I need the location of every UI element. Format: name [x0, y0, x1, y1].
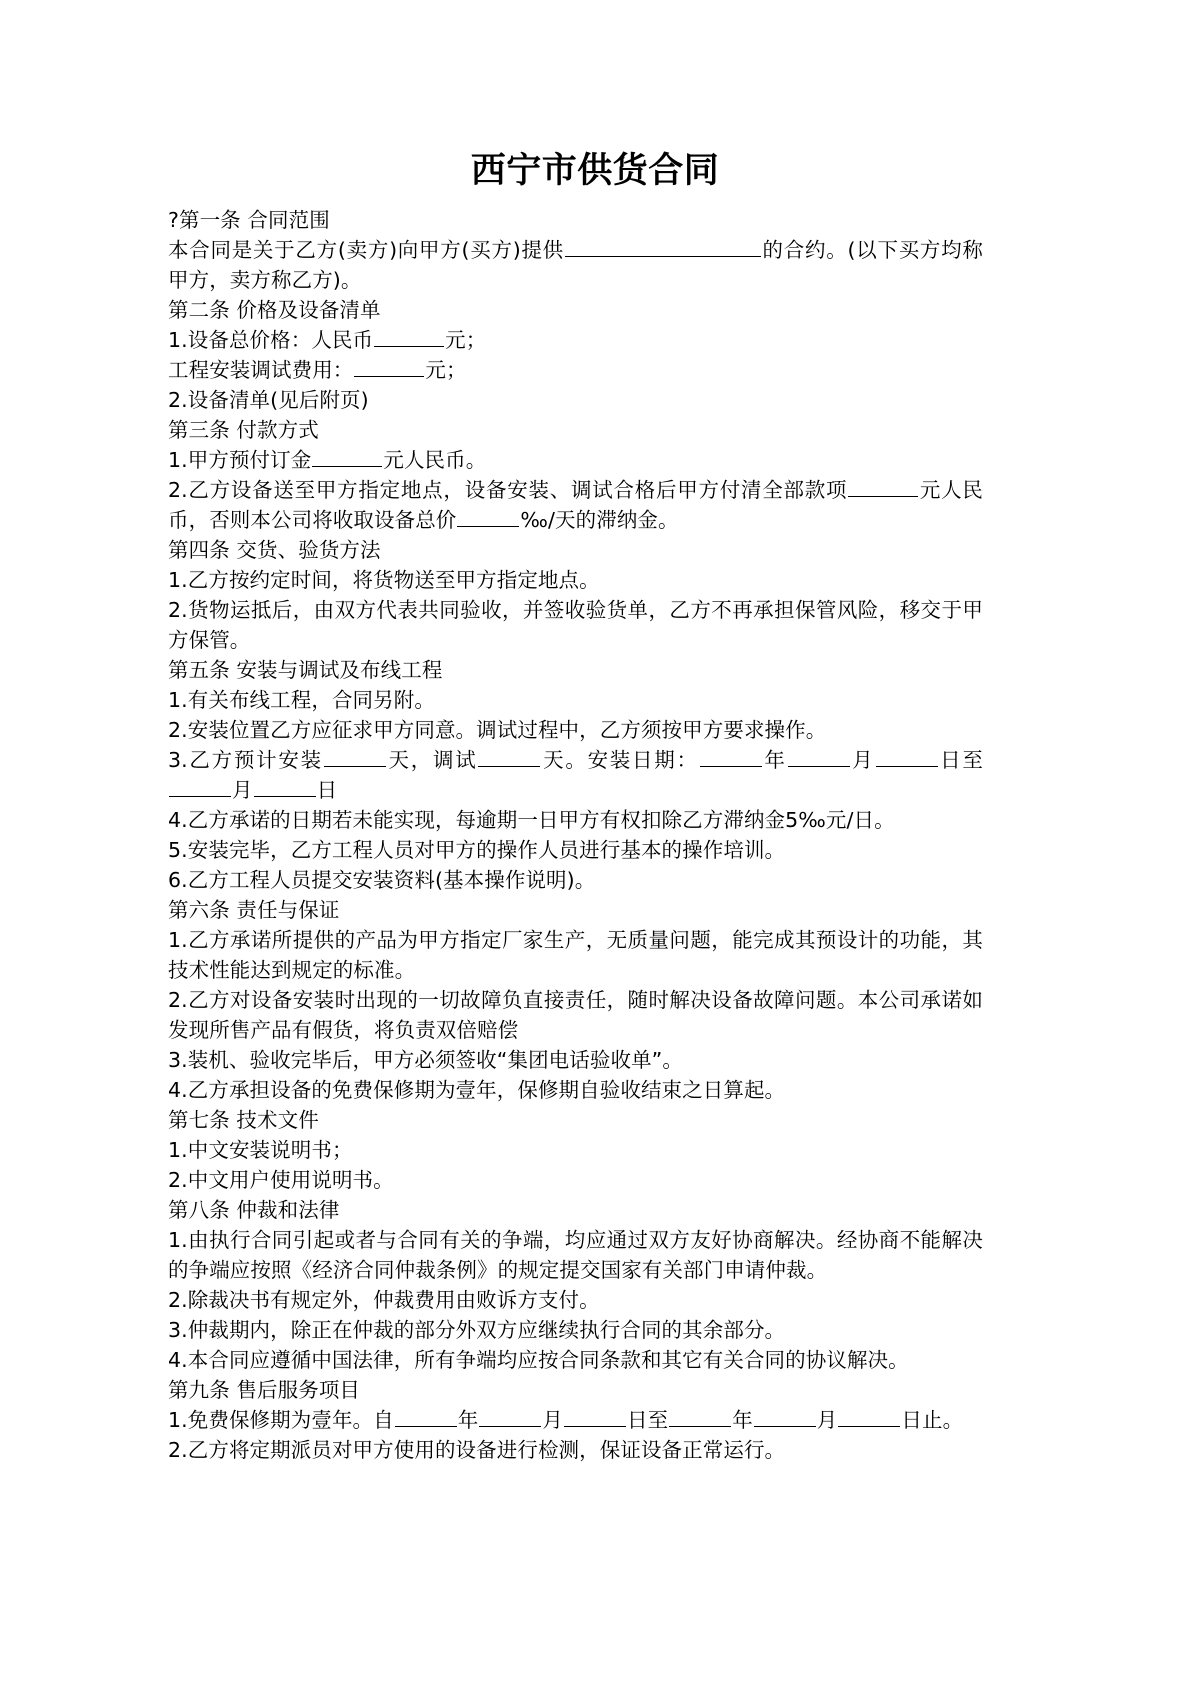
s5-text-e: 月 [850, 748, 875, 772]
section-5-line-2: 2.安装位置乙方应征求甲方同意。调试过程中，乙方须按甲方要求操作。 [168, 718, 827, 742]
section-3-line-1 [168, 445, 983, 475]
s9-text-f: 月 [816, 1408, 838, 1432]
blank-install-start-day[interactable] [876, 747, 938, 767]
section-heading-7: 第七条 技术文件 [168, 1108, 319, 1132]
blank-warranty-start-year[interactable] [395, 1407, 457, 1427]
section-5-line-4: 4.乙方承诺的日期若未能实现，每逾期一日甲方有权扣除乙方滞纳金5‰元/日。 [168, 808, 895, 832]
s2-text-c: 工程安装调试费用： [168, 358, 354, 382]
s3-text-c: 2.乙方设备送至甲方指定地点，设备安装、调试合格后甲方付清全部款项 [168, 478, 848, 502]
section-6-line-3: 3.装机、验收完毕后，甲方必须签收“集团电话验收单”。 [168, 1048, 683, 1072]
section-6-line-1: 1.乙方承诺所提供的产品为甲方指定厂家生产，无质量问题，能完成其预设计的功能，其技术性能达到规定的标准。 [168, 928, 983, 982]
s9-text-g: 日止。 [901, 1408, 964, 1432]
section-9-line-1 [168, 1405, 983, 1435]
section-8-line-2: 2.除裁决书有规定外，仲裁费用由败诉方支付。 [168, 1288, 600, 1312]
blank-full-payment[interactable] [848, 477, 918, 497]
s9-text-c: 月 [542, 1408, 563, 1432]
blank-install-end-day[interactable] [254, 777, 316, 797]
section-4-line-2: 2.货物运抵后，由双方代表共同验收，并签收验货单，乙方不再承担保管风险，移交于甲方保管。 [168, 598, 983, 652]
section-2-line-3: 2.设备清单(见后附页) [168, 388, 369, 412]
blank-warranty-end-year[interactable] [669, 1407, 731, 1427]
s2-text-b: 元； [445, 328, 487, 352]
s3-text-e: ‰/天的滞纳金。 [520, 508, 679, 532]
section-3-line-2 [168, 475, 983, 535]
page-title: 西宁市供货合同 [470, 151, 720, 191]
section-heading-8: 第八条 仲裁和法律 [168, 1198, 340, 1222]
blank-warranty-start-month[interactable] [479, 1407, 541, 1427]
s5-text-h: 日 [316, 778, 338, 802]
blank-warranty-end-day[interactable] [838, 1407, 900, 1427]
s5-text-b: 天，调试 [386, 748, 478, 772]
s1-text-b: 的合约。(以下买方均称甲方，卖方称乙方)。 [168, 238, 983, 292]
section-heading-3: 第三条 付款方式 [168, 418, 319, 442]
s2-text-a: 1.设备总价格：人民币 [168, 328, 374, 352]
s9-text-d: 日至 [626, 1408, 669, 1432]
blank-install-start-year[interactable] [700, 747, 762, 767]
blank-contract-subject[interactable] [565, 237, 761, 257]
blank-total-price[interactable] [374, 327, 444, 347]
section-heading-2: 第二条 价格及设备清单 [168, 298, 381, 322]
section-heading-5: 第五条 安装与调试及布线工程 [168, 658, 443, 682]
s5-text-a: 3.乙方预计安装 [168, 748, 323, 772]
section-heading-9: 第九条 售后服务项目 [168, 1378, 361, 1402]
section-heading-4: 第四条 交货、验货方法 [168, 538, 381, 562]
blank-deposit[interactable] [312, 447, 382, 467]
section-heading-6: 第六条 责任与保证 [168, 898, 340, 922]
blank-install-days[interactable] [324, 747, 386, 767]
s2-text-d: 元； [425, 358, 467, 382]
s5-text-d: 年 [762, 748, 787, 772]
s9-text-a: 1.免费保修期为壹年。自 [168, 1408, 394, 1432]
section-6-line-2: 2.乙方对设备安装时出现的一切故障负直接责任，随时解决设备故障问题。本公司承诺如发现所售产品有假货，将负责双倍赔偿 [168, 988, 983, 1042]
blank-install-start-month[interactable] [788, 747, 850, 767]
section-5-line-1: 1.有关布线工程，合同另附。 [168, 688, 435, 712]
s9-text-b: 年 [457, 1408, 479, 1432]
section-9-line-2: 2.乙方将定期派员对甲方使用的设备进行检测，保证设备正常运行。 [168, 1438, 786, 1462]
section-8-line-4: 4.本合同应遵循中国法律，所有争端均应按合同条款和其它有关合同的协议解决。 [168, 1348, 909, 1372]
section-7-line-2: 2.中文用户使用说明书。 [168, 1168, 394, 1192]
blank-warranty-start-day[interactable] [564, 1407, 626, 1427]
s5-text-c: 天。安装日期： [541, 748, 699, 772]
s3-text-a: 1.甲方预付订金 [168, 448, 312, 472]
section-5-line-5: 5.安装完毕，乙方工程人员对甲方的操作人员进行基本的操作培训。 [168, 838, 786, 862]
section-6-line-4: 4.乙方承担设备的免费保修期为壹年，保修期自验收结束之日算起。 [168, 1078, 786, 1102]
contract-body [168, 205, 983, 1465]
s3-text-b: 元人民币。 [383, 448, 487, 472]
s9-text-e: 年 [732, 1408, 753, 1432]
s1-text-a: 本合同是关于乙方(卖方)向甲方(买方)提供 [168, 238, 564, 262]
section-2-line-1 [168, 325, 983, 355]
section-1-line-1 [168, 235, 983, 295]
s3-text-d: 元人民币，否则本公司将收取设备总价 [168, 478, 983, 532]
blank-late-fee-rate[interactable] [457, 507, 519, 527]
blank-warranty-end-month[interactable] [754, 1407, 816, 1427]
section-7-line-1: 1.中文安装说明书； [168, 1138, 353, 1162]
s5-text-g: 月 [232, 778, 253, 802]
section-4-line-1: 1.乙方按约定时间，将货物送至甲方指定地点。 [168, 568, 600, 592]
section-8-line-3: 3.仲裁期内，除正在仲裁的部分外双方应继续执行合同的其余部分。 [168, 1318, 786, 1342]
s5-text-f: 日至 [938, 748, 984, 772]
section-8-line-1: 1.由执行合同引起或者与合同有关的争端，均应通过双方友好协商解决。经协商不能解决的争端应按照《经济合同仲裁条例》的规定提交国家有关部门申请仲裁。 [168, 1228, 983, 1282]
blank-install-fee[interactable] [354, 357, 424, 377]
section-2-line-2 [168, 355, 983, 385]
section-5-line-6: 6.乙方工程人员提交安装资料(基本操作说明)。 [168, 868, 596, 892]
section-heading-1: ?第一条 合同范围 [168, 208, 330, 232]
blank-install-end-month[interactable] [169, 777, 231, 797]
section-5-line-3 [168, 745, 983, 805]
blank-debug-days[interactable] [478, 747, 540, 767]
